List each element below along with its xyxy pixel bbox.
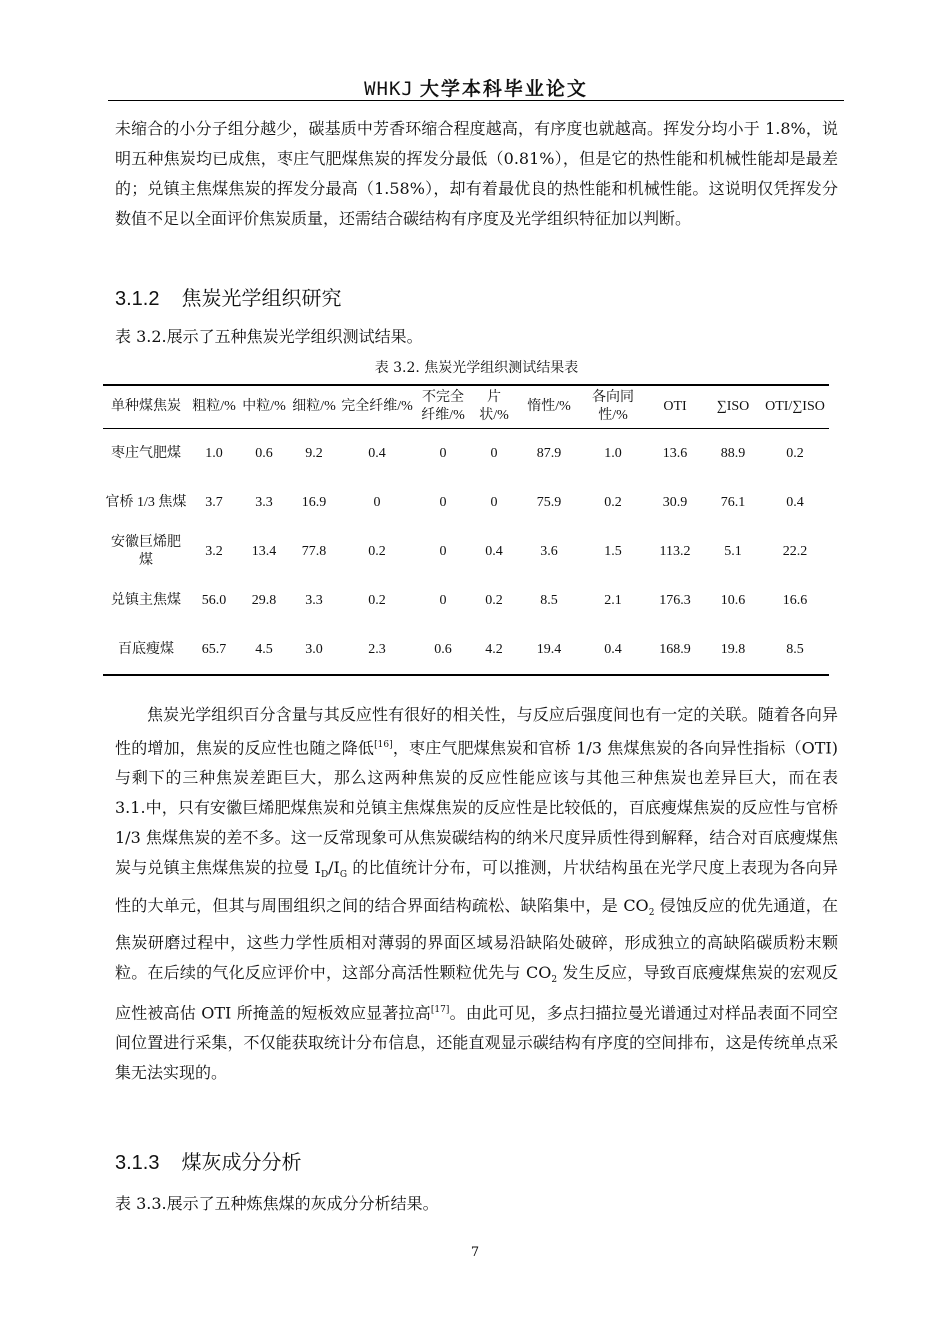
row-label-cell: 兑镇主焦煤: [111, 592, 181, 608]
row-label-cell: 安徽巨烯肥煤: [111, 534, 181, 568]
section-title: 焦炭光学组织研究: [181, 286, 342, 310]
value-cell: 0.2: [485, 592, 503, 608]
subscript: G: [339, 870, 348, 881]
value-cell: 0.2: [368, 543, 386, 559]
value-cell: 0: [490, 494, 498, 510]
value-cell: 9.2: [305, 445, 323, 461]
page-header: [108, 74, 844, 101]
section-heading-3-1-3: [115, 1146, 301, 1175]
header-cell: 惰性/%: [527, 399, 571, 414]
header-chinese: 大学本科毕业论文: [419, 78, 588, 100]
header-cell: 粗粒/%: [192, 399, 236, 414]
header-cell: 片状/%: [479, 390, 509, 423]
value-cell: 3.3: [305, 592, 323, 608]
section-number: 3.1.3: [115, 1152, 160, 1174]
header-cell: 中粒/%: [242, 399, 286, 414]
value-cell: 176.3: [659, 592, 691, 608]
header-cell: 不完全纤维/%: [421, 390, 465, 423]
value-cell: 13.4: [251, 543, 277, 559]
value-cell: 0: [439, 592, 447, 608]
text-segment: 。由此可见，多点扫描拉曼光谱通过对样品表面不同空间位置进行采集，不仅能获取统计分布信息，还能直观显示碳结构有序度的空间排布，这是传统单点采集无法实现的。: [115, 1003, 838, 1083]
value-cell: 8.5: [540, 592, 558, 608]
optical-texture-table: [103, 384, 829, 676]
value-cell: 0: [490, 445, 498, 461]
value-cell: 76.1: [720, 494, 746, 510]
header-cell: 完全纤维/%: [341, 399, 413, 414]
value-cell: 88.9: [720, 445, 746, 461]
value-cell: 19.8: [720, 641, 746, 657]
value-cell: 3.2: [205, 543, 223, 559]
value-cell: 87.9: [536, 445, 562, 461]
value-cell: 0.6: [255, 445, 273, 461]
value-cell: 3.6: [540, 543, 558, 559]
value-cell: 3.3: [255, 494, 273, 510]
value-cell: 0.4: [604, 641, 622, 657]
text-segment: 的比值统计分布，可以推测，片状结构虽在光学尺度上表现为各向异性的大单元，但其与周围组织之间的结合界面结构疏松、缺陷集中，是 CO: [115, 858, 838, 915]
value-cell: 56.0: [201, 592, 227, 608]
table33-intro-paragraph: 表 3.3.展示了五种炼焦煤的灰成分分析结果。: [115, 1194, 439, 1213]
table-caption: 表 3.2. 焦炭光学组织测试结果表: [374, 360, 579, 376]
value-cell: 4.5: [255, 641, 273, 657]
page-number: 7: [470, 1245, 480, 1260]
section-heading-3-1-2: [115, 282, 341, 311]
value-cell: 8.5: [786, 641, 804, 657]
value-cell: 0.4: [786, 494, 804, 510]
value-cell: 113.2: [659, 543, 691, 559]
table-row: [103, 527, 829, 576]
section-title: 煤灰成分分析: [181, 1150, 302, 1174]
header-cell: 各向同性/%: [592, 390, 634, 423]
value-cell: 0: [439, 494, 447, 510]
citation-ref: [16]: [374, 740, 393, 750]
header-rule: [108, 100, 844, 101]
value-cell: 0.2: [604, 494, 622, 510]
value-cell: 0: [373, 494, 381, 510]
section-number: 3.1.2: [115, 288, 160, 310]
row-label-cell: 枣庄气肥煤: [111, 445, 181, 461]
value-cell: 0.4: [368, 445, 386, 461]
text-segment: 侵蚀反应的优先通道，在焦炭研磨过程中，这些力学性质相对薄弱的界面区域易沿缺陷处破碎，形成独立的高缺陷碳质粉末颗粒。在后续的气化反应评价中，这部分高活性颗粒优先与 CO: [115, 895, 838, 982]
value-cell: 0.4: [485, 543, 503, 559]
value-cell: 168.9: [659, 641, 691, 657]
header-english: WHKJ: [364, 78, 414, 100]
value-cell: 1.0: [604, 445, 622, 461]
subscript: 2: [551, 974, 558, 985]
header-cell: OTI: [663, 399, 687, 414]
paragraph-discussion: [115, 700, 838, 1088]
value-cell: 0.2: [368, 592, 386, 608]
value-cell: 5.1: [724, 543, 742, 559]
value-cell: 0: [439, 543, 447, 559]
table-row: [103, 576, 829, 625]
value-cell: 19.4: [536, 641, 562, 657]
text-segment: /I: [328, 858, 340, 878]
text-segment: 焦炭光学组织百分含量与其反应性有很好的相关性，与反应后强度间也有一定的关联。随着各向异性的增加，焦炭的反应性也随之降低: [115, 705, 838, 758]
value-cell: 2.1: [604, 592, 622, 608]
subscript: 2: [648, 907, 655, 918]
value-cell: 30.9: [662, 494, 688, 510]
paragraph-volatile: 未缩合的小分子组分越少，碳基质中芳香环缩合程度越高，有序度也就越高。挥发分均小于 1.8%，说明五种焦炭均已成焦，枣庄气肥煤焦炭的挥发分最低（0.81%），但是它的热性能和机械性能却是最差的；兑镇主焦煤焦炭的挥发分最高（1.58%），却有着最优良的热性能和机械性能。这说明仅凭挥发分数值不足以全面评价焦炭质量，还需结合碳结构有序度及光学组织特征加以判断。: [115, 119, 838, 228]
value-cell: 16.9: [301, 494, 327, 510]
value-cell: 29.8: [251, 592, 277, 608]
header-cell: 细粒/%: [292, 399, 336, 414]
citation-ref: [17]: [430, 1004, 450, 1015]
subscript: D: [320, 870, 329, 881]
value-cell: 3.0: [305, 641, 323, 657]
value-cell: 3.7: [205, 494, 223, 510]
text-segment: 发生反应，导致百底瘦煤焦炭的宏观反应性被高估 OTI 所掩盖的短板效应显著拉高: [115, 962, 838, 1023]
row-label-cell: 百底瘦煤: [118, 641, 174, 657]
header-cell: ∑ISO: [716, 399, 750, 414]
value-cell: 13.6: [662, 445, 688, 461]
value-cell: 65.7: [201, 641, 227, 657]
value-cell: 4.2: [485, 641, 503, 657]
value-cell: 75.9: [536, 494, 562, 510]
value-cell: 1.0: [205, 445, 223, 461]
value-cell: 22.2: [782, 543, 808, 559]
table-header-row: [103, 385, 829, 429]
table-row: [103, 625, 829, 675]
table-intro-paragraph: 表 3.2.展示了五种焦炭光学组织测试结果。: [115, 327, 423, 346]
value-cell: 2.3: [368, 641, 386, 657]
value-cell: 0.6: [434, 641, 452, 657]
text-segment: ，枣庄气肥煤焦炭和官桥 1/3 焦煤焦炭的各向异性指标（OTI)与剩下的三种焦炭差距巨大，那么这两种焦炭的反应性能应该与其他三种焦炭也差异巨大，而在表 3.1.中，只有安徽巨烯肥煤焦炭和兑镇主焦煤焦炭的反应性是比较低的，百底瘦煤焦炭的反应性与官桥 1/3 焦煤焦炭的差不多。这一反常现象可从焦炭碳结构的纳米尺度异质性得到解释，结合对百底瘦煤焦炭与兑镇主焦煤焦炭的拉曼 I: [115, 738, 838, 878]
table-row: [103, 429, 829, 479]
value-cell: 0.2: [786, 445, 804, 461]
row-label-cell: 官桥 1/3 焦煤: [105, 494, 187, 510]
value-cell: 16.6: [782, 592, 808, 608]
header-cell: 单种煤焦炭: [111, 399, 181, 414]
value-cell: 10.6: [720, 592, 746, 608]
value-cell: 77.8: [301, 543, 327, 559]
header-cell: OTI/∑ISO: [765, 399, 825, 414]
table-row: [103, 478, 829, 527]
value-cell: 1.5: [604, 543, 622, 559]
value-cell: 0: [439, 445, 447, 461]
